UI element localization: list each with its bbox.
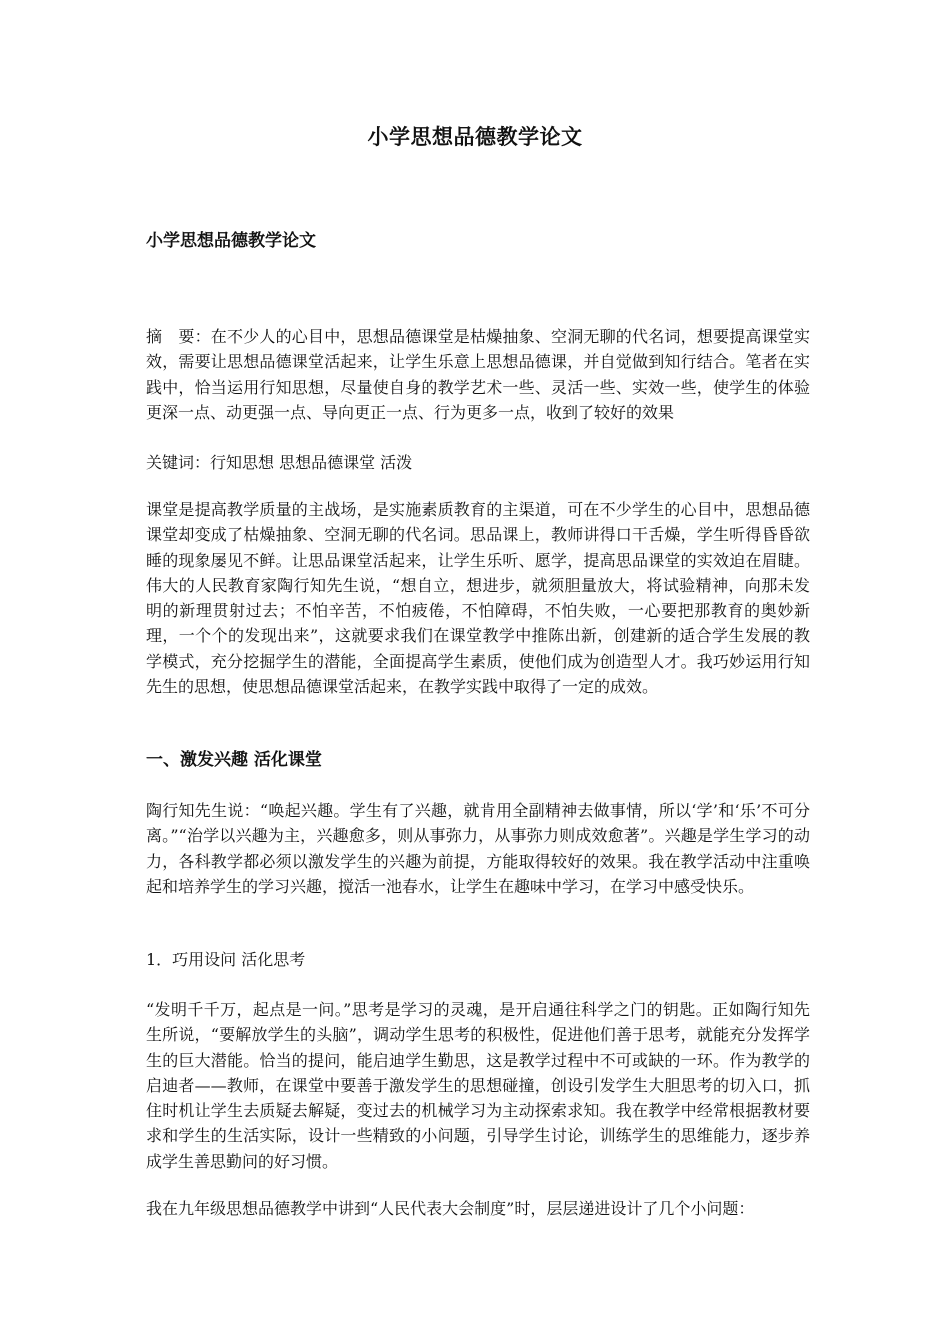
subsection-heading: 1．巧用设问 活化思考 xyxy=(146,950,306,969)
document-subtitle: 小学思想品德教学论文 xyxy=(146,231,316,251)
section-paragraph: 陶行知先生说：“唤起兴趣。学生有了兴趣，就肯用全副精神去做事情，所以‘学’和‘乐’不可分离。”“治学以兴趣为主，兴趣愈多，则从事弥力，从事弥力则成效愈著”。兴趣是学生学习的动力，各科教学都必须以激发学生的兴趣为前提，方能取得较好的效果。我在教学活动中注重唤起和培养学生的学习兴趣，搅活一池春水，让学生在趣味中学习，在学习中感受快乐。 xyxy=(146,801,810,896)
intro-paragraph: 课堂是提高教学质量的主战场，是实施素质教育的主渠道，可在不少学生的心目中，思想品德课堂却变成了枯燥抽象、空洞无聊的代名词。思品课上，教师讲得口干舌燥，学生听得昏昏欲睡的现象屡见不鲜。让思品课堂活起来，让学生乐听、愿学，提高思品课堂的实效迫在眉睫。伟大的人民教育家陶行知先生说，“想自立，想进步，就须胆量放大，将试验精神，向那未发明的新理贯射过去；不怕辛苦，不怕疲倦，不怕障碍，不怕失败，一心要把那教育的奥妙新理，一个个的发现出来”，这就要求我们在课堂教学中推陈出新，创建新的适合学生发展的教学模式，充分挖掘学生的潜能，全面提高学生素质，使他们成为创造型人才。我巧妙运用行知先生的思想，使思想品德课堂活起来，在教学实践中取得了一定的成效。 xyxy=(146,500,810,697)
abstract-paragraph: 摘 要：在不少人的心目中，思想品德课堂是枯燥抽象、空洞无聊的代名词，想要提高课堂实效，需要让思想品德课堂活起来，让学生乐意上思想品德课，并自觉做到知行结合。笔者在实践中，恰当运用行知思想，尽量使自身的教学艺术一些、灵活一些、实效一些，使学生的体验更深一点、动更强一点、导向更正一点、行为更多一点，收到了较好的效果 xyxy=(146,327,810,422)
trailing-paragraph: 我在九年级思想品德教学中讲到“人民代表大会制度”时，层层递进设计了几个小问题： xyxy=(146,1199,755,1218)
keywords-line: 关键词：行知思想 思想品德课堂 活泼 xyxy=(146,453,413,472)
document-title: 小学思想品德教学论文 xyxy=(367,124,583,149)
section-heading: 一、激发兴趣 活化课堂 xyxy=(146,750,322,770)
subsection-paragraph: “发明千千万，起点是一问。”思考是学习的灵魂，是开启通往科学之门的钥匙。正如陶行知先生所说，“要解放学生的头脑”，调动学生思考的积极性，促进他们善于思考，就能充分发挥学生的巨大潜能。恰当的提问，能启迪学生勤思，这是教学过程中不可或缺的一环。作为教学的启迪者——教师，在课堂中要善于激发学生的思想碰撞，创设引发学生大胆思考的切入口，抓住时机让学生去质疑去解疑，变过去的机械学习为主动探索求知。我在教学中经常根据教材要求和学生的生活实际，设计一些精致的小问题，引导学生讨论，训练学生的思维能力，逐步养成学生善思勤问的好习惯。 xyxy=(146,1000,810,1171)
